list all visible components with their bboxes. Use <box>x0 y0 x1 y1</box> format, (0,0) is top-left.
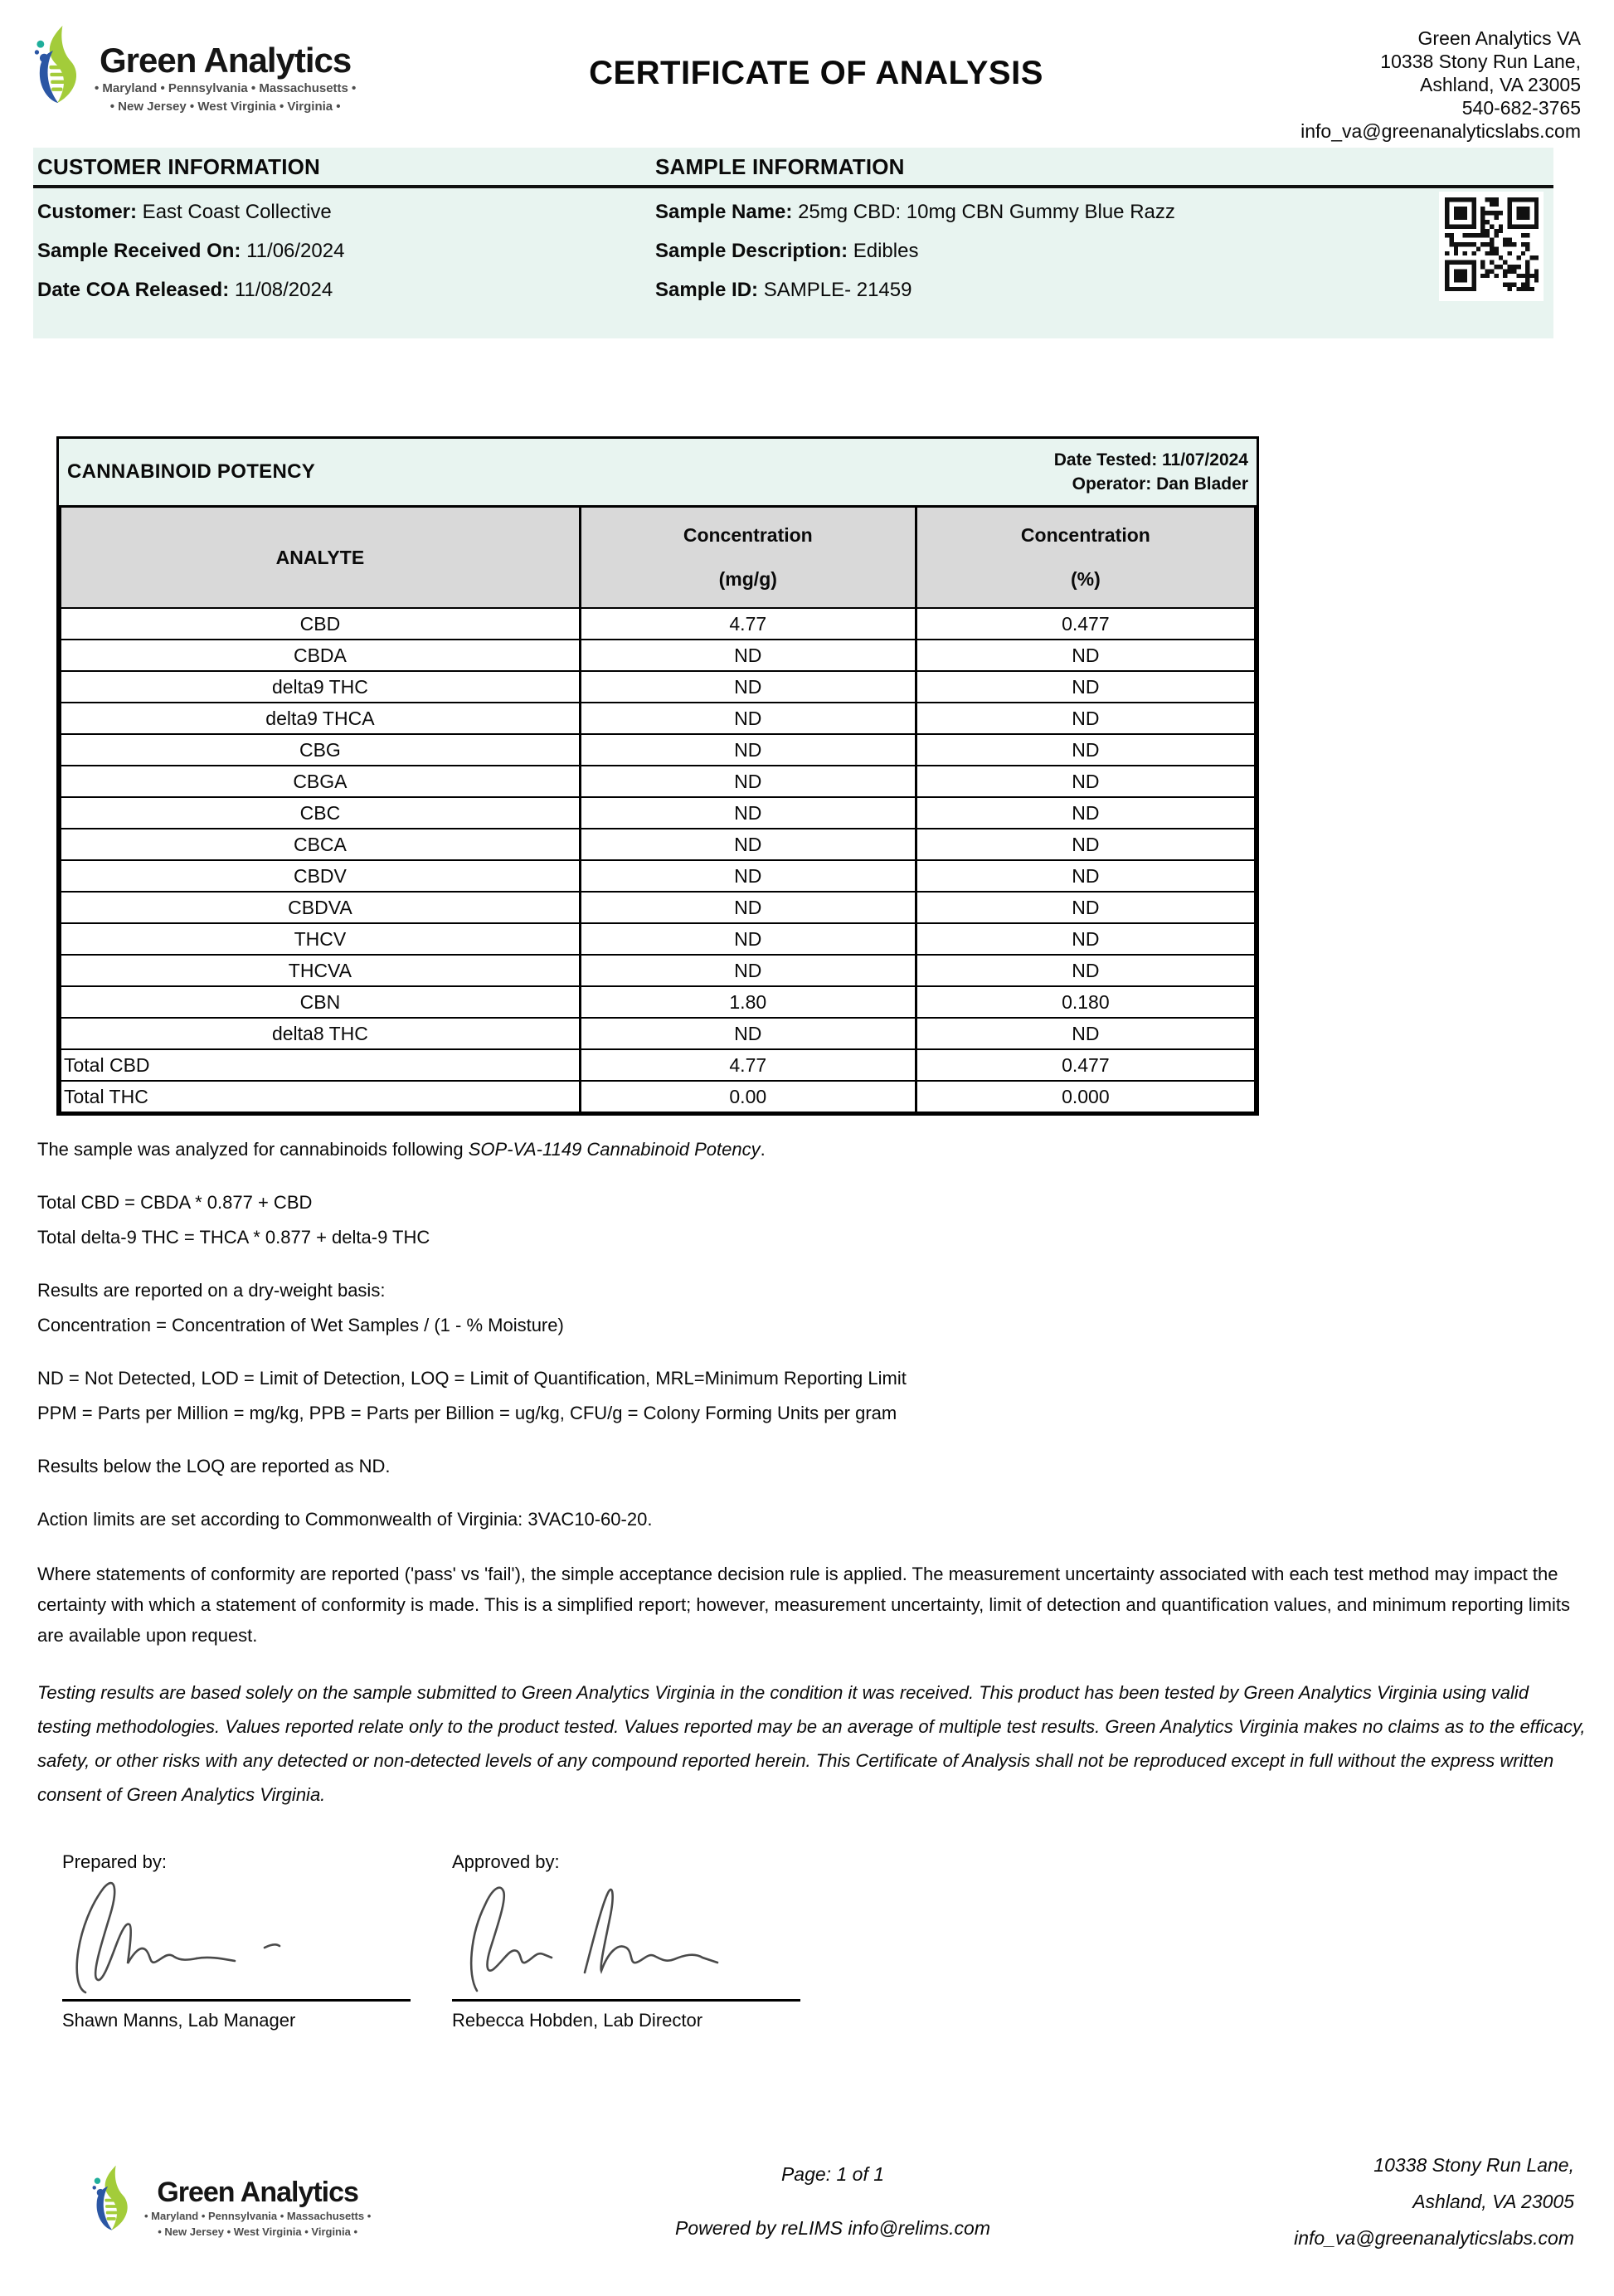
table-row <box>61 797 1256 829</box>
mg-per-g-cell: ND <box>580 734 916 766</box>
analyte-cell: CBG <box>61 734 581 766</box>
mg-per-g-cell: ND <box>580 1018 916 1049</box>
lab-city: Ashland, VA 23005 <box>1420 74 1581 95</box>
field-value: East Coast Collective <box>137 201 332 223</box>
percent-cell: ND <box>916 1018 1255 1049</box>
mg-per-g-cell: ND <box>580 892 916 923</box>
approved-by-block <box>452 1851 800 2031</box>
mg-per-g-cell: 4.77 <box>580 608 916 640</box>
logo-name: Green Analytics <box>100 41 352 80</box>
mg-per-g-cell: ND <box>580 797 916 829</box>
logo-name: Green Analytics <box>157 2177 358 2208</box>
mg-per-g-cell: ND <box>580 640 916 671</box>
sample-field <box>655 241 1175 262</box>
percent-cell: ND <box>916 955 1255 986</box>
date-tested: Date Tested: 11/07/2024 <box>1053 450 1248 469</box>
note-group <box>37 1277 1586 1340</box>
field-value: 11/06/2024 <box>241 240 345 262</box>
table-row <box>61 734 1256 766</box>
lab-name: Green Analytics VA <box>1417 27 1581 49</box>
mg-per-g-cell: ND <box>580 703 916 734</box>
column-header: Concentration (mg/g) <box>580 507 916 609</box>
analyte-cell: Total THC <box>61 1081 581 1112</box>
percent-cell: ND <box>916 829 1255 860</box>
table-row <box>61 829 1256 860</box>
analyte-cell: CBGA <box>61 766 581 797</box>
note-line: Action limits are set according to Commonwealth of Virginia: 3VAC10-60-20. <box>37 1509 653 1530</box>
approved-by-signature-line <box>452 1999 800 2002</box>
powered-by: Powered by reLIMS info@relims.com <box>675 2217 990 2239</box>
table-row <box>61 671 1256 703</box>
note-line: Results are reported on a dry-weight basis: <box>37 1280 386 1301</box>
note-group <box>37 1559 1586 1651</box>
customer-field <box>37 202 655 223</box>
note-line: ND = Not Detected, LOD = Limit of Detection, LOQ = Limit of Quantification, MRL=Minimum Reporting Limit <box>37 1368 907 1389</box>
logo-states-line1: • Maryland • Pennsylvania • Massachusetts • <box>95 81 357 95</box>
field-label: Customer: <box>37 201 138 223</box>
analyte-cell: CBD <box>61 608 581 640</box>
field-value: Edibles <box>848 240 919 262</box>
analyte-cell: CBDA <box>61 640 581 671</box>
document-title: CERTIFICATE OF ANALYSIS <box>589 55 1043 91</box>
information-section <box>33 148 1553 338</box>
mg-per-g-cell: ND <box>580 860 916 892</box>
percent-cell: ND <box>916 766 1255 797</box>
percent-cell: ND <box>916 640 1255 671</box>
field-label: Sample Received On: <box>37 240 241 262</box>
mg-per-g-cell: ND <box>580 766 916 797</box>
prepared-by-signature <box>62 1873 411 1999</box>
field-label: Date COA Released: <box>37 279 230 301</box>
percent-cell: ND <box>916 923 1255 955</box>
mg-per-g-cell: ND <box>580 955 916 986</box>
note-group <box>37 1452 1586 1481</box>
analyte-cell: CBDV <box>61 860 581 892</box>
customer-info-fields <box>33 202 655 319</box>
table-row <box>61 986 1256 1018</box>
cannabinoid-potency-section <box>56 436 1259 1116</box>
potency-table <box>59 505 1257 1113</box>
percent-cell: ND <box>916 671 1255 703</box>
note-line: The sample was analyzed for cannabinoids following SOP-VA-1149 Cannabinoid Potency. <box>37 1139 766 1160</box>
company-logo <box>33 23 408 116</box>
analyte-cell: Total CBD <box>61 1049 581 1081</box>
document-header <box>33 23 1581 143</box>
column-header: Concentration (%) <box>916 507 1255 609</box>
note-group <box>37 1506 1586 1534</box>
prepared-by-block <box>62 1851 411 2031</box>
analyte-cell: THCV <box>61 923 581 955</box>
note-group <box>37 1364 1586 1428</box>
sample-field <box>655 202 1175 223</box>
note-line: PPM = Parts per Million = mg/kg, PPB = Parts per Billion = ug/kg, CFU/g = Colony Forming Units per gram <box>37 1403 897 1423</box>
mg-per-g-cell: ND <box>580 671 916 703</box>
customer-info-title: CUSTOMER INFORMATION <box>37 154 321 179</box>
percent-cell: ND <box>916 797 1255 829</box>
customer-field <box>37 241 655 262</box>
mg-per-g-cell: 0.00 <box>580 1081 916 1112</box>
percent-cell: 0.477 <box>916 608 1255 640</box>
signatures-section <box>33 1851 1581 2031</box>
field-label: Sample Description: <box>655 240 848 262</box>
table-row <box>61 1018 1256 1049</box>
field-value: SAMPLE- 21459 <box>758 279 912 301</box>
lab-street: 10338 Stony Run Lane, <box>1380 51 1581 72</box>
note-line: Results below the LOQ are reported as ND. <box>37 1456 391 1476</box>
analyte-cell: CBDVA <box>61 892 581 923</box>
note-line: Testing results are based solely on the sample submitted to Green Analytics Virginia in the condition it was received. This product has been tested by Green Analytics Virginia using valid testing methodologies. Values reported relate only to the product tested. Values reported may be an average of multiple test results. Green Analytics Virginia makes no claims as to the efficacy, safety, or other risks with any detected or non-detected levels of any compound reported herein. This Certificate of Analysis shall not be reproduced except in full without the express written consent of Green Analytics Virginia. <box>37 1682 1586 1805</box>
table-row <box>61 640 1256 671</box>
percent-cell: ND <box>916 860 1255 892</box>
logo-states-line2: • New Jersey • West Virginia • Virginia • <box>158 2225 357 2238</box>
customer-field <box>37 280 655 301</box>
analyte-cell: delta9 THC <box>61 671 581 703</box>
mg-per-g-cell: 1.80 <box>580 986 916 1018</box>
prepared-by-signature-line <box>62 1999 411 2002</box>
page-number: Page: 1 of 1 <box>780 2163 885 2185</box>
field-value: 25mg CBD: 10mg CBN Gummy Blue Razz <box>792 201 1175 223</box>
percent-cell: 0.477 <box>916 1049 1255 1081</box>
qr-code-image <box>1445 197 1539 295</box>
mg-per-g-cell: ND <box>580 923 916 955</box>
sample-field <box>655 280 1175 301</box>
footer-city: Ashland, VA 23005 <box>1412 2191 1574 2212</box>
operator: Operator: Dan Blader <box>1072 474 1248 494</box>
footer-email: info_va@greenanalyticslabs.com <box>1294 2227 1574 2249</box>
percent-cell: 0.180 <box>916 986 1255 1018</box>
analyte-cell: delta9 THCA <box>61 703 581 734</box>
table-row <box>61 608 1256 640</box>
field-value: 11/08/2024 <box>229 279 333 301</box>
table-row <box>61 703 1256 734</box>
logo-states-line1: • Maryland • Pennsylvania • Massachusetts • <box>144 2210 372 2222</box>
sample-info-fields <box>655 202 1175 319</box>
logo-states-line2: • New Jersey • West Virginia • Virginia • <box>109 100 341 114</box>
potency-section-title: CANNABINOID POTENCY <box>67 460 316 483</box>
table-header-row <box>61 507 1256 609</box>
percent-cell: ND <box>916 892 1255 923</box>
qr-code <box>1439 192 1544 301</box>
percent-cell: 0.000 <box>916 1081 1255 1112</box>
prepared-by-name: Shawn Manns, Lab Manager <box>62 2010 296 2031</box>
analyte-cell: delta8 THC <box>61 1018 581 1049</box>
column-header: ANALYTE <box>61 507 581 609</box>
percent-cell: ND <box>916 703 1255 734</box>
table-row <box>61 923 1256 955</box>
table-row <box>61 892 1256 923</box>
mg-per-g-cell: ND <box>580 829 916 860</box>
approved-by-name: Rebecca Hobden, Lab Director <box>452 2010 703 2031</box>
analyte-cell: CBC <box>61 797 581 829</box>
note-line: Total delta-9 THC = THCA * 0.877 + delta-9 THC <box>37 1227 430 1248</box>
lab-phone: 540-682-3765 <box>1461 97 1581 119</box>
document-footer <box>33 2147 1574 2256</box>
table-row <box>61 766 1256 797</box>
approved-by-label: Approved by: <box>452 1851 560 1872</box>
table-row <box>61 1049 1256 1081</box>
footer-address <box>1218 2147 1574 2256</box>
field-label: Sample Name: <box>655 201 793 223</box>
note-group <box>37 1189 1586 1252</box>
note-group <box>37 1676 1586 1812</box>
note-line: Where statements of conformity are reported ('pass' vs 'fail'), the simple acceptance decision rule is applied. The measurement uncertainty associated with each test method may impact the certainty with which a statement of conformity is made. This is a simplified report; however, measurement uncertainty, limit of detection and quantification values, and minimum reporting limits are available upon request. <box>37 1564 1570 1646</box>
analyte-cell: CBN <box>61 986 581 1018</box>
analyte-cell: THCVA <box>61 955 581 986</box>
footer-logo <box>33 2163 448 2240</box>
table-row <box>61 955 1256 986</box>
lab-contact-info <box>1224 23 1581 143</box>
table-row <box>61 860 1256 892</box>
dna-leaf-logo-icon <box>33 23 85 110</box>
note-group <box>37 1136 1586 1164</box>
sample-info-title: SAMPLE INFORMATION <box>655 154 905 179</box>
mg-per-g-cell: 4.77 <box>580 1049 916 1081</box>
prepared-by-label: Prepared by: <box>62 1851 167 1872</box>
notes-section <box>33 1136 1586 1812</box>
table-row <box>61 1081 1256 1112</box>
analyte-cell: CBCA <box>61 829 581 860</box>
field-label: Sample ID: <box>655 279 759 301</box>
approved-by-signature <box>452 1873 800 1999</box>
dna-leaf-logo-icon <box>91 2163 134 2237</box>
note-line: Total CBD = CBDA * 0.877 + CBD <box>37 1192 313 1213</box>
note-line: Concentration = Concentration of Wet Samples / (1 - % Moisture) <box>37 1315 564 1335</box>
percent-cell: ND <box>916 734 1255 766</box>
lab-email: info_va@greenanalyticslabs.com <box>1300 120 1581 142</box>
footer-street: 10338 Stony Run Lane, <box>1373 2154 1574 2176</box>
